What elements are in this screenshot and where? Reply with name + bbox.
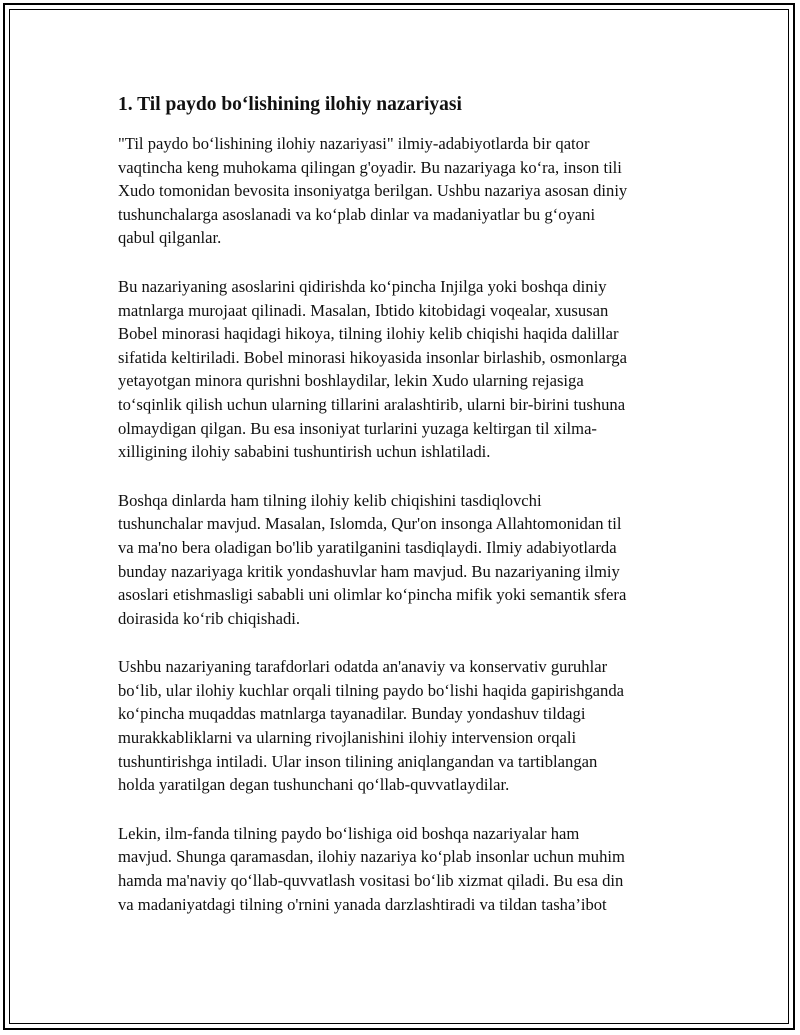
text-line: tushunchalarga asoslanadi va ko‘plab dinlar va madaniyatlar bu g‘oyani (118, 204, 596, 224)
text-line: Ushbu nazariyaning tarafdorlari odatda an'anaviy va konservativ guruhlar (118, 657, 608, 677)
text-line: xilligining ilohiy sababini tushuntirish uchun ishlatiladi. (118, 442, 491, 462)
text-line: tushuntirishga intiladi. Ular inson tilining aniqlangandan va tartiblangan (118, 751, 598, 771)
paragraph-1 (118, 132, 684, 250)
paragraph-3 (118, 489, 684, 631)
text-line: "Til paydo bo‘lishining ilohiy nazariyasi" ilmiy-adabiyotlarda bir qator (118, 134, 590, 153)
paragraph-4 (118, 655, 684, 797)
text-line: ko‘pincha muqaddas matnlarga tayanadilar. Bunday yondashuv tildagi (118, 704, 586, 724)
text-line: mavjud. Shunga qaramasdan, ilohiy nazariya ko‘plab insonlar uchun muhim (118, 847, 625, 867)
text-line: vaqtincha keng muhokama qilingan g'oyadir. Bu nazariyaga ko‘ra, inson tili (118, 157, 622, 177)
section-heading: 1. Til paydo bo‘lishining ilohiy nazariyasi (118, 94, 462, 115)
text-line: va ma'no bera oladigan bo'lib yaratilganini tasdiqlaydi. Ilmiy adabiyotlarda (118, 537, 617, 557)
text-line: Bobel minorasi haqidagi hikoya, tilning ilohiy kelib chiqishi haqida dalillar (118, 324, 619, 344)
text-line: murakkabliklarni va ularning rivojlanishini ilohiy intervension orqali (118, 728, 577, 748)
text-line: yetayotgan minora qurishni boshlaydilar, lekin Xudo ularning rejasiga (118, 371, 584, 391)
text-line: qabul qilganlar. (118, 228, 222, 248)
text-line: Bu nazariyaning asoslarini qidirishda ko‘pincha Injilga yoki boshqa diniy (118, 276, 607, 296)
text-line: bunday nazariyaga kritik yondashuvlar ham mavjud. Bu nazariyaning ilmiy (118, 561, 620, 581)
text-line: Lekin, ilm-fanda tilning paydo bo‘lishiga oid boshqa nazariyalar ham (118, 823, 580, 843)
paragraph-5 (118, 822, 684, 916)
text-line: asoslari etishmasligi sababli uni olimlar ko‘pincha mifik yoki semantik sfera (118, 585, 627, 605)
document-body (118, 92, 684, 941)
text-line: hamda ma'naviy qo‘llab-quvvatlash vositasi bo‘lib xizmat qiladi. Bu esa din (118, 871, 624, 891)
text-line: doirasida ko‘rib chiqishadi. (118, 608, 301, 628)
text-line: sifatida keltiriladi. Bobel minorasi hikoyasida insonlar birlashib, osmonlarga (118, 347, 627, 367)
text-line: olmaydigan qilgan. Bu esa insoniyat turlarini yuzaga keltirgan til xilma- (118, 418, 597, 438)
text-line: Boshqa dinlarda ham tilning ilohiy kelib chiqishini tasdiqlovchi (118, 490, 542, 510)
text-line: to‘sqinlik qilish uchun ularning tillarini aralashtirib, ularni bir-birini tushuna (118, 394, 626, 414)
text-line: Xudo tomonidan bevosita insoniyatga berilgan. Ushbu nazariya asosan diniy (118, 181, 628, 201)
text-line: va madaniyatdagi tilning o'rnini yanada darzlashtiradi va tildan tasha’ibot (118, 894, 607, 914)
text-line: matnlarga murojaat qilinadi. Masalan, Ibtido kitobidagi voqealar, xususan (118, 300, 609, 320)
text-line: tushunchalar mavjud. Masalan, Islomda, Qur'on insonga Allahtomonidan til (118, 514, 622, 534)
paragraph-2 (118, 275, 684, 464)
text-line: holda yaratilgan degan tushunchani qo‘llab-quvvatlaydilar. (118, 775, 510, 795)
text-line: bo‘lib, ular ilohiy kuchlar orqali tilning paydo bo‘lishi haqida gapirishganda (118, 680, 625, 700)
